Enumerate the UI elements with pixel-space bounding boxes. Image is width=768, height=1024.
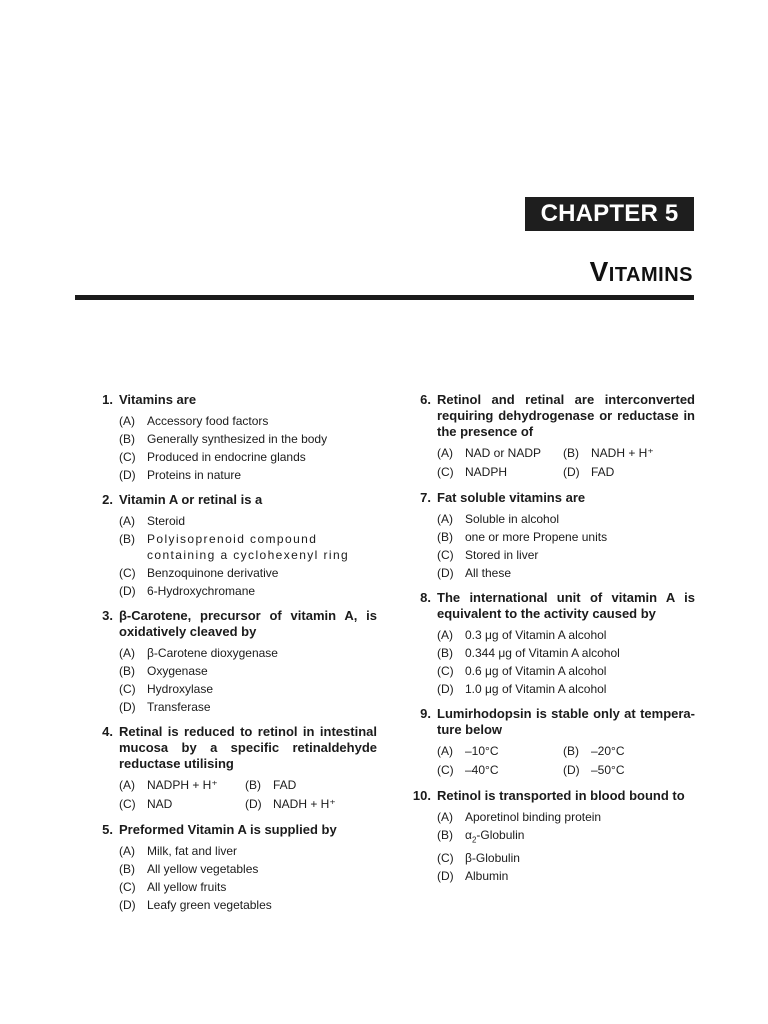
- option-text: [465, 826, 695, 849]
- question-text: Lumirhodopsin is stable only at tempera-ture below: [437, 706, 695, 737]
- option-label: (D): [437, 566, 454, 580]
- option-row: [437, 761, 695, 780]
- option-label: (B): [563, 446, 579, 460]
- option-label: (B): [119, 532, 135, 546]
- option: [119, 842, 377, 860]
- option-label: (C): [119, 450, 136, 464]
- option-label: (D): [563, 465, 580, 479]
- question-text: Fat soluble vitamins are: [437, 490, 586, 505]
- option-label: (D): [245, 797, 262, 811]
- option-label: (B): [437, 530, 453, 544]
- option: [437, 528, 695, 546]
- option-label: (D): [119, 700, 136, 714]
- option-label: (B): [119, 664, 135, 678]
- option-text: NADPH: [465, 465, 508, 479]
- option-label: (C): [437, 664, 454, 678]
- question-2: [86, 492, 377, 600]
- option-text: Benzoquinone derivative: [147, 566, 279, 580]
- option: [119, 680, 377, 698]
- option: [437, 826, 695, 849]
- option: [245, 795, 336, 814]
- option-label: (B): [563, 744, 579, 758]
- question-4: [86, 724, 377, 814]
- option-text: Hydroxylase: [147, 682, 214, 696]
- option-label: (C): [119, 682, 136, 696]
- option: [119, 430, 377, 448]
- option-row: [437, 463, 695, 482]
- option-text: 0.6 μg of Vitamin A alcohol: [465, 664, 607, 678]
- option-label: (A): [437, 512, 453, 526]
- option-text: NAD or NADP: [465, 446, 542, 460]
- option-row: [119, 776, 377, 795]
- option-row: [437, 444, 695, 463]
- option: [437, 742, 563, 761]
- option-text: Transferase: [147, 700, 211, 714]
- option: [437, 546, 695, 564]
- option-text: 0.3 μg of Vitamin A alcohol: [465, 628, 607, 642]
- option-text: NADPH + H⁺: [147, 778, 218, 792]
- option: [119, 412, 377, 430]
- question-number: 4.: [102, 724, 113, 739]
- option-label: (C): [437, 851, 454, 866]
- option: [119, 795, 245, 814]
- option-label: (A): [119, 414, 135, 428]
- option-label: (C): [437, 465, 454, 479]
- option-text: 6-Hydroxychromane: [147, 584, 256, 598]
- question-6: [404, 392, 695, 482]
- right-column: [404, 392, 695, 893]
- question-number: 6.: [420, 392, 431, 407]
- option-text: –50°C: [591, 763, 625, 777]
- question-text: Retinal is reduced to retinol in intestinal mucosa by a specific retinaldehyde reductase utilising: [119, 724, 377, 771]
- option: [119, 644, 377, 662]
- option-label: (A): [119, 778, 135, 792]
- subscript: 2: [471, 835, 477, 845]
- option: [437, 444, 563, 463]
- option-text: β-Carotene dioxygenase: [147, 646, 278, 660]
- option-label: (A): [437, 628, 453, 642]
- option-text: Generally synthesized in the body: [147, 432, 328, 446]
- option-text: All these: [465, 566, 512, 580]
- chapter-title-initial: V: [589, 256, 609, 287]
- option: [437, 849, 695, 867]
- option-text: Albumin: [465, 869, 509, 884]
- option-text: FAD: [273, 778, 297, 792]
- option-text: FAD: [591, 465, 615, 479]
- option: [437, 510, 695, 528]
- alpha-symbol: α: [465, 828, 472, 842]
- option-text: Steroid: [147, 514, 186, 528]
- question-7: [404, 490, 695, 582]
- option-text: NADH + H⁺: [591, 446, 654, 460]
- option: [563, 761, 625, 780]
- option-label: (D): [119, 898, 136, 912]
- option-text: one or more Propene units: [465, 530, 608, 544]
- option: [437, 867, 695, 885]
- option-label: (C): [119, 797, 136, 811]
- question-8: [404, 590, 695, 698]
- option-label: (B): [245, 778, 261, 792]
- option: [119, 564, 377, 582]
- option: [437, 761, 563, 780]
- option-text: Proteins in nature: [147, 468, 242, 482]
- question-9: [404, 706, 695, 780]
- option-text: Stored in liver: [465, 548, 539, 562]
- option-row: [119, 795, 377, 814]
- option-text: All yellow fruits: [147, 880, 227, 894]
- question-number: 7.: [420, 490, 431, 505]
- question-number: 2.: [102, 492, 113, 507]
- option: [437, 662, 695, 680]
- option: [437, 808, 695, 826]
- question-text: Preformed Vitamin A is supplied by: [119, 822, 337, 837]
- option-label: (C): [437, 763, 454, 777]
- option-text: 1.0 μg of Vitamin A alcohol: [465, 682, 607, 696]
- option-text: NAD: [147, 797, 173, 811]
- chapter-title: [590, 256, 693, 288]
- left-column: [86, 392, 377, 922]
- question-text: Vitamins are: [119, 392, 197, 407]
- option-label: (A): [119, 844, 135, 858]
- option-text: –10°C: [465, 744, 499, 758]
- option-label: (D): [437, 869, 454, 884]
- option: [119, 662, 377, 680]
- option-label: (D): [437, 682, 454, 696]
- option: [119, 878, 377, 896]
- option-label: (A): [437, 446, 453, 460]
- option-text: All yellow vegetables: [147, 862, 259, 876]
- question-text: β-Carotene, precursor of vitamin A, is oxidatively cleaved by: [119, 608, 377, 639]
- option-label: (D): [119, 584, 136, 598]
- option-text: Accessory food factors: [147, 414, 269, 428]
- option-label: (A): [437, 744, 453, 758]
- option-text: 0.344 μg of Vitamin A alcohol: [465, 646, 620, 660]
- option-row: [437, 742, 695, 761]
- question-5: [86, 822, 377, 914]
- title-rule: [75, 295, 694, 300]
- option: [119, 698, 377, 716]
- option-label: (A): [119, 646, 135, 660]
- option-text: Milk, fat and liver: [147, 844, 238, 858]
- option: [437, 626, 695, 644]
- question-number: 8.: [420, 590, 431, 605]
- option-label: (C): [119, 880, 136, 894]
- option: [563, 742, 625, 761]
- option-label: (B): [437, 646, 453, 660]
- question-10: [404, 788, 695, 885]
- option-text: Soluble in alcohol: [465, 512, 560, 526]
- question-number: 10.: [412, 788, 431, 803]
- option-label: (C): [119, 566, 136, 580]
- question-text: Retinol is transported in blood bound to: [437, 788, 685, 803]
- option-label: (D): [119, 468, 136, 482]
- option: [119, 512, 377, 530]
- option: [437, 680, 695, 698]
- option-label: (A): [437, 810, 453, 824]
- option-text: Oxygenase: [147, 664, 208, 678]
- question-1: [86, 392, 377, 484]
- option: [437, 644, 695, 662]
- question-text: Retinol and retinal are interconverted requiring dehydrogenase or reductase in the presence of: [437, 392, 695, 439]
- option-text: β-Globulin: [465, 851, 520, 866]
- option-text-rest: -Globulin: [476, 828, 525, 842]
- option: [119, 531, 377, 563]
- option: [437, 463, 563, 482]
- question-text: Vitamin A or retinal is a: [119, 492, 263, 507]
- chapter-label: CHAPTER 5: [525, 197, 694, 231]
- option: [119, 896, 377, 914]
- option-text: NADH + H⁺: [273, 797, 336, 811]
- option-label: (B): [119, 862, 135, 876]
- question-text: The international unit of vitamin A is equivalent to the activity caused by: [437, 590, 695, 621]
- option: [563, 444, 654, 463]
- option-text: Produced in endocrine glands: [147, 450, 306, 464]
- option-label: (C): [437, 548, 454, 562]
- option: [119, 776, 245, 795]
- option: [563, 463, 614, 482]
- chapter-title-rest: ITAMINS: [608, 264, 693, 286]
- option: [437, 564, 695, 582]
- option: [119, 860, 377, 878]
- option-label: (B): [437, 828, 453, 842]
- option: [245, 776, 296, 795]
- option-text: Polyisoprenoid compound containing a cyclohexenyl ring: [147, 532, 350, 562]
- option-text: –20°C: [591, 744, 625, 758]
- question-number: 5.: [102, 822, 113, 837]
- question-number: 3.: [102, 608, 113, 623]
- option-text: Aporetinol binding protein: [465, 810, 602, 824]
- option: [119, 448, 377, 466]
- option-label: (B): [119, 432, 135, 446]
- option-text: –40°C: [465, 763, 499, 777]
- option: [119, 466, 377, 484]
- question-3: [86, 608, 377, 716]
- option-label: (A): [119, 514, 135, 528]
- option: [119, 582, 377, 600]
- question-number: 9.: [420, 706, 431, 721]
- option-label: (D): [563, 763, 580, 777]
- question-number: 1.: [102, 392, 113, 407]
- option-text: Leafy green vegetables: [147, 898, 272, 912]
